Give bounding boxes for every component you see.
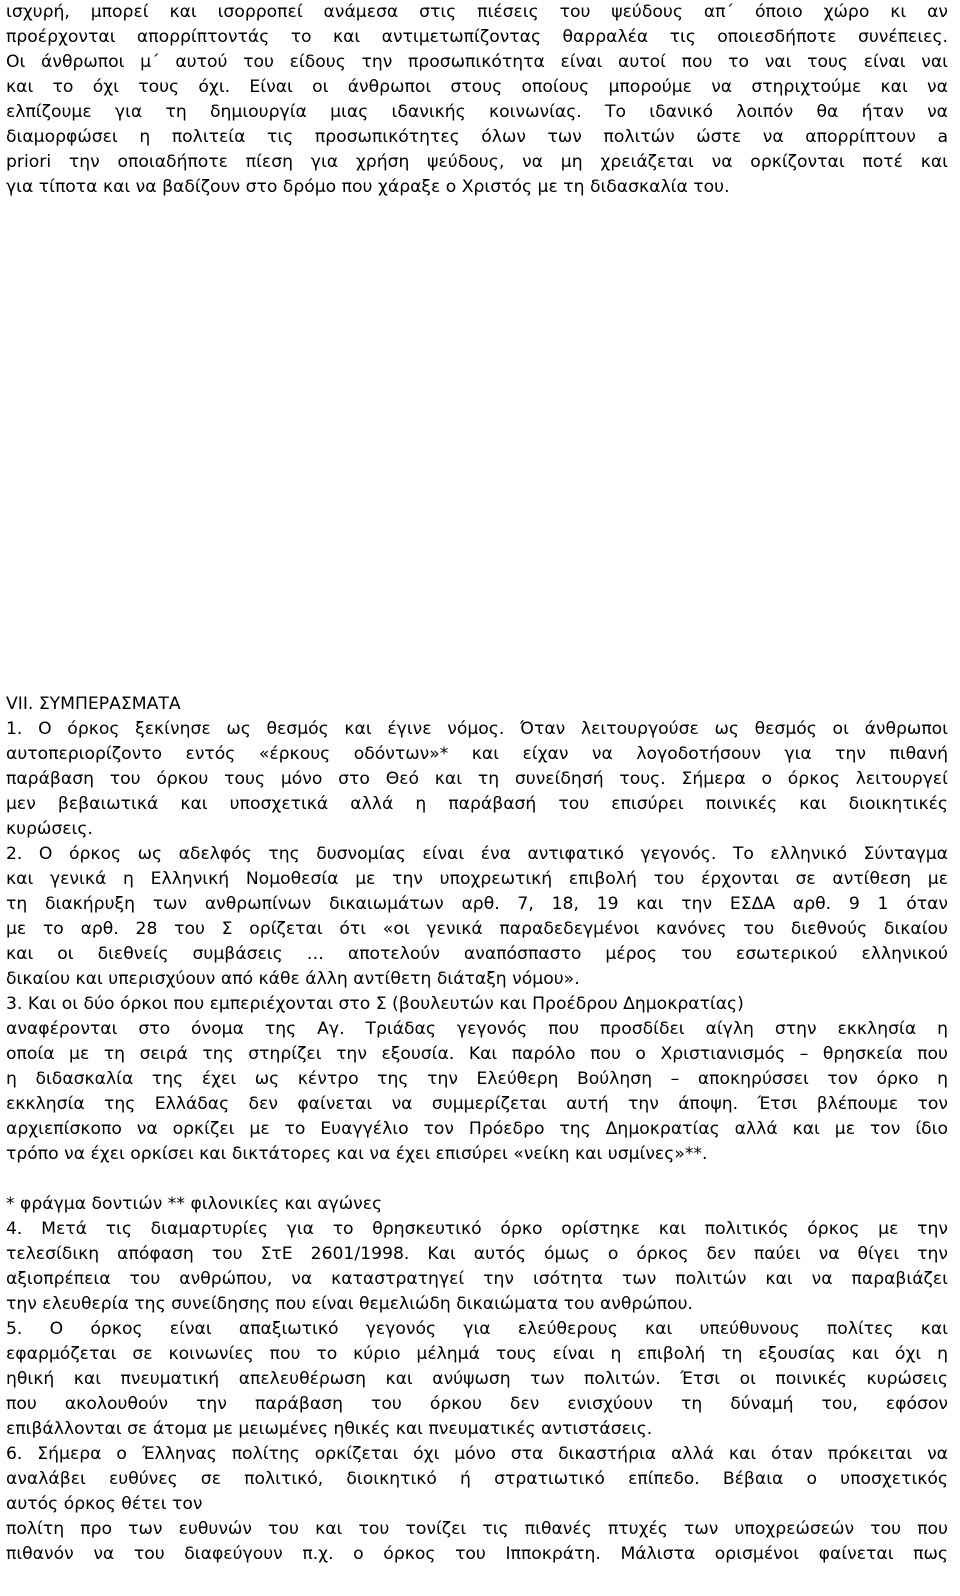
text-line: η διδασκαλία της έχει ως κέντρο της την Ελεύθερη Βούληση – αποκηρύσσει τον όρκο η — [6, 1069, 948, 1089]
text-line: προέρχονται απορρίπτοντάς το και αντιμετωπίζοντας θαρραλέα τις οποιεσδήποτε συνέπειες. — [6, 27, 948, 47]
text-line: 6. Σήμερα ο Έλληνας πολίτης ορκίζεται όχι μόνο στα δικαστήρια αλλά και όταν πρόκειται να — [6, 1444, 948, 1464]
text-line: τη διακήρυξη των ανθρωπίνων δικαιωμάτων αρθ. 7, 18, 19 και την ΕΣΔΑ αρθ. 9 1 όταν — [6, 894, 948, 914]
text-line: οποία με τη σειρά της στηρίζει την εξουσία. Και παρόλο που ο Χριστιανισμός – θρησκεία που — [6, 1044, 948, 1064]
text-line: και γενικά η Ελληνική Νομοθεσία με την υποχρεωτική επιβολή του έρχονται σε αντίθεση με — [6, 869, 948, 889]
text-line: 4. Μετά τις διαμαρτυρίες για το θρησκευτικό όρκο ορίστηκε και πολιτικός όρκος με την — [6, 1219, 948, 1239]
text-line: πολίτη προ των ευθυνών του και του τονίζει τις πιθανές πτυχές των υποχρεώσεών του που — [6, 1519, 948, 1539]
text-line: επιβάλλονται σε άτομα με μειωμένες ηθικές και πνευματικές αντιστάσεις. — [6, 1419, 653, 1439]
text-line: εκκλησία της Ελλάδας δεν φαίνεται να συμμερίζεται αυτή την άποψη. Έτσι βλέπουμε τον — [6, 1094, 948, 1114]
text-line: με το αρθ. 28 του Σ ορίζεται ότι «οι γενικά παραδεδεγμένοι κανόνες του διεθνούς δικαίου — [6, 919, 948, 939]
text-line: ισχυρή, μπορεί και ισορροπεί ανάμεσα στις πιέσεις του ψεύδους απ΄ όποιο χώρο κι αν — [6, 2, 948, 22]
text-line: κυρώσεις. — [6, 819, 93, 839]
text-line: και οι διεθνείς συμβάσεις … αποτελούν αναπόσπαστο μέρος του εσωτερικού ελληνικού — [6, 944, 948, 964]
text-line: τελεσίδικη απόφαση του ΣτΕ 2601/1998. Και αυτός όμως ο όρκος δεν παύει να θίγει την — [6, 1244, 948, 1264]
footnote: * φράγμα δοντιών ** φιλονικίες και αγώνες — [6, 1194, 383, 1214]
text-line: αυτοπεριορίζοντο εντός «έρκους οδόντων»* και είχαν να λογοδοτήσουν για την πιθανή — [6, 744, 948, 764]
text-line: τρόπο να έχει ορκίσει και δικτάτορες και να έχει επισύρει «νείκη και υσμίνες»**. — [6, 1144, 708, 1164]
text-line: 1. Ο όρκος ξεκίνησε ως θεσμός και έγινε νόμος. Όταν λειτουργούσε ως θεσμός οι άνθρωποι — [6, 719, 948, 739]
text-line: πιθανόν να του διαφεύγουν π.χ. ο όρκος του Ιπποκράτη. Μάλιστα ορισμένοι φαίνεται πως — [6, 1544, 948, 1564]
text-line: 5. Ο όρκος είναι απαξιωτικό γεγονός για ελεύθερους και υπεύθυνους πολίτες και — [6, 1319, 948, 1339]
text-line: και το όχι τους όχι. Είναι οι άνθρωποι στους οποίους μπορούμε να στηριχτούμε και να — [6, 77, 948, 97]
text-line: Οι άνθρωποι μ΄ αυτού του είδους την προσωπικότητα είναι αυτοί που το ναι τους είναι ναι — [6, 52, 948, 72]
text-line: την ελευθερία της συνείδησης που είναι θεμελιώδη δικαιώματα του ανθρώπου. — [6, 1294, 693, 1314]
section-heading: VII. ΣΥΜΠΕΡΑΣΜΑΤΑ — [6, 694, 181, 714]
text-line: 2. Ο όρκος ως αδελφός της δυσνομίας είναι ένα αντιφατικό γεγονός. Το ελληνικό Σύνταγμα — [6, 844, 948, 864]
text-line: ελπίζουμε για τη δημιουργία μιας ιδανικής κοινωνίας. Το ιδανικό λοιπόν θα ήταν να — [6, 102, 948, 122]
text-line: αναφέρονται στο όνομα της Αγ. Τριάδας γεγονός που προσδίδει αίγλη στην εκκλησία η — [6, 1019, 948, 1039]
text-line: για τίποτα και να βαδίζουν στο δρόμο που χάραξε ο Χριστός με τη διδασκαλία του. — [6, 177, 730, 197]
text-line: αναλάβει ευθύνες σε πολιτικό, διοικητικό ή στρατιωτικό επίπεδο. Βέβαια ο υποσχετικός — [6, 1469, 948, 1489]
text-line: αξιοπρέπεια του ανθρώπου, να καταστρατηγεί την ισότητα των πολιτών και να παραβιάζει — [6, 1269, 948, 1289]
text-line: διαμορφώσει η πολιτεία τις προσωπικότητες όλων των πολιτών ώστε να απορρίπτουν a — [6, 127, 948, 147]
text-line: εφαρμόζεται σε κοινωνίες που το κύριο μέλημά τους είναι η επιβολή τη εξουσίας και όχι η — [6, 1344, 948, 1364]
text-line: που ακολουθούν την παράβαση του όρκου δεν ενισχύουν τη δύναμή του, εφόσον — [6, 1394, 948, 1414]
text-line: 3. Και οι δύο όρκοι που εμπεριέχονται στο Σ (βουλευτών και Προέδρου Δημοκρατίας) — [6, 994, 744, 1014]
text-line: παράβαση του όρκου τους μόνο στο Θεό και τη συνείδησή τους. Σήμερα ο όρκος λειτουργεί — [6, 769, 948, 789]
text-line: μεν βεβαιωτικά και υποσχετικά αλλά η παράβασή του επισύρει ποινικές και διοικητικές — [6, 794, 948, 814]
text-line: αρχιεπίσκοπο να ορκίζει με το Ευαγγέλιο τον Πρόεδρο της Δημοκρατίας αλλά και με τον ίδιο — [6, 1119, 948, 1139]
text-line: δικαίου και υπερισχύουν από κάθε άλλη αντίθετη διάταξη νόμου». — [6, 969, 580, 989]
text-line: ηθική και πνευματική απελευθέρωση και ανύψωση των πολιτών. Έτσι οι ποινικές κυρώσεις — [6, 1369, 948, 1389]
text-line: priori την οποιαδήποτε πίεση για χρήση ψεύδους, να μη χρειάζεται να ορκίζονται ποτέ και — [6, 152, 948, 172]
text-line: αυτός όρκος θέτει τον — [6, 1494, 203, 1514]
